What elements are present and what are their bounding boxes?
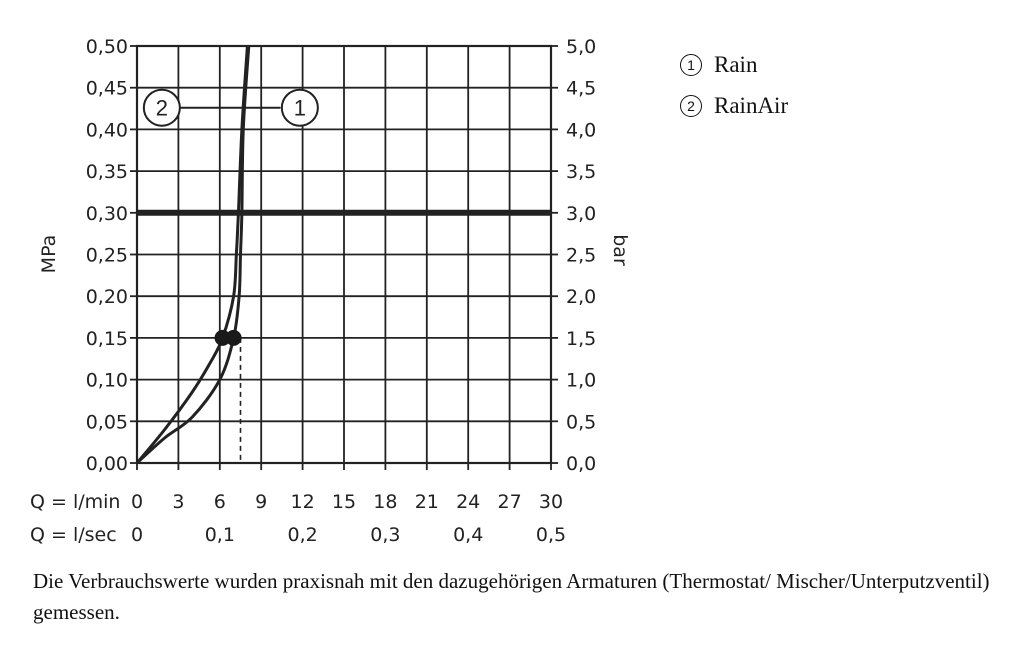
y-tick-label-left: 0,45 xyxy=(85,77,128,100)
legend-marker-2: 2 xyxy=(680,95,702,117)
y-tick-label-right: 2,5 xyxy=(566,244,597,267)
x-tick-label-lmin: 0 xyxy=(130,491,144,513)
x-tick-label-lmin: 18 xyxy=(373,491,398,513)
legend-label-rain: Rain xyxy=(714,51,758,77)
x-axis-label-lmin: Q = l/min xyxy=(30,491,121,513)
x-tick-label-lmin: 21 xyxy=(414,491,439,513)
y-tick-label-left: 0,50 xyxy=(85,36,128,58)
y-axis-right-label: bar xyxy=(609,234,631,266)
grid xyxy=(130,46,558,470)
series-point-rainair xyxy=(215,330,231,346)
x-tick-label-lmin: 15 xyxy=(331,491,357,513)
x-axis-label-lsec: Q = l/sec xyxy=(30,524,117,546)
y-tick-label-left: 0,05 xyxy=(85,411,128,434)
y-tick-label-right: 0,0 xyxy=(566,453,597,475)
x-tick-label-lmin: 24 xyxy=(456,491,481,513)
y-tick-label-right: 5,0 xyxy=(566,36,597,58)
y-tick-label-right: 4,0 xyxy=(566,119,597,142)
y-tick-label-right: 1,0 xyxy=(566,369,597,392)
x-tick-label-lsec: 0 xyxy=(130,524,144,546)
y-tick-label-left: 0,00 xyxy=(85,453,128,475)
x-tick-label-lmin: 3 xyxy=(172,491,185,513)
curve-marker-label-2: 2 xyxy=(155,95,168,121)
footnote: Die Verbrauchswerte wurden praxisnah mit den dazugehörigen Armaturen (Thermostat/ Mischer/Unterputzventil) gemessen. xyxy=(33,569,990,624)
x-tick-label-lsec: 0,2 xyxy=(287,524,318,546)
y-tick-label-left: 0,40 xyxy=(85,119,128,142)
y-tick-label-left: 0,15 xyxy=(85,327,128,350)
x-tick-label-lmin: 12 xyxy=(290,491,315,513)
legend-marker-1: 1 xyxy=(680,54,702,76)
y-tick-label-left: 0,10 xyxy=(85,369,128,392)
legend-item-rain xyxy=(680,44,788,85)
x-tick-label-lsec: 0,4 xyxy=(453,524,484,546)
x-tick-label-lmin: 30 xyxy=(538,491,564,513)
x-tick-label-lmin: 9 xyxy=(255,491,268,513)
x-tick-label-lsec: 0,3 xyxy=(370,524,401,546)
y-tick-label-left: 0,35 xyxy=(85,161,128,184)
legend-item-rainair xyxy=(680,85,788,126)
x-tick-label-lmin: 6 xyxy=(213,491,226,513)
curve-marker-label-1: 1 xyxy=(293,95,306,121)
y-tick-label-left: 0,20 xyxy=(85,286,128,309)
y-tick-label-right: 2,0 xyxy=(566,286,597,309)
y-tick-label-left: 0,25 xyxy=(85,244,128,267)
x-tick-label-lsec: 0,1 xyxy=(204,524,235,546)
y-tick-label-right: 3,5 xyxy=(566,161,597,184)
legend xyxy=(680,44,788,126)
x-tick-label-lsec: 0,5 xyxy=(535,524,567,546)
y-tick-label-left: 0,30 xyxy=(85,202,128,225)
y-axis-left-label: MPa xyxy=(38,234,60,274)
x-tick-label-lmin: 27 xyxy=(497,491,522,513)
legend-label-rainair: RainAir xyxy=(714,92,789,118)
y-tick-label-right: 4,5 xyxy=(566,77,597,100)
y-tick-label-right: 3,0 xyxy=(566,202,597,225)
y-tick-label-right: 0,5 xyxy=(566,411,597,434)
y-tick-label-right: 1,5 xyxy=(566,327,597,350)
